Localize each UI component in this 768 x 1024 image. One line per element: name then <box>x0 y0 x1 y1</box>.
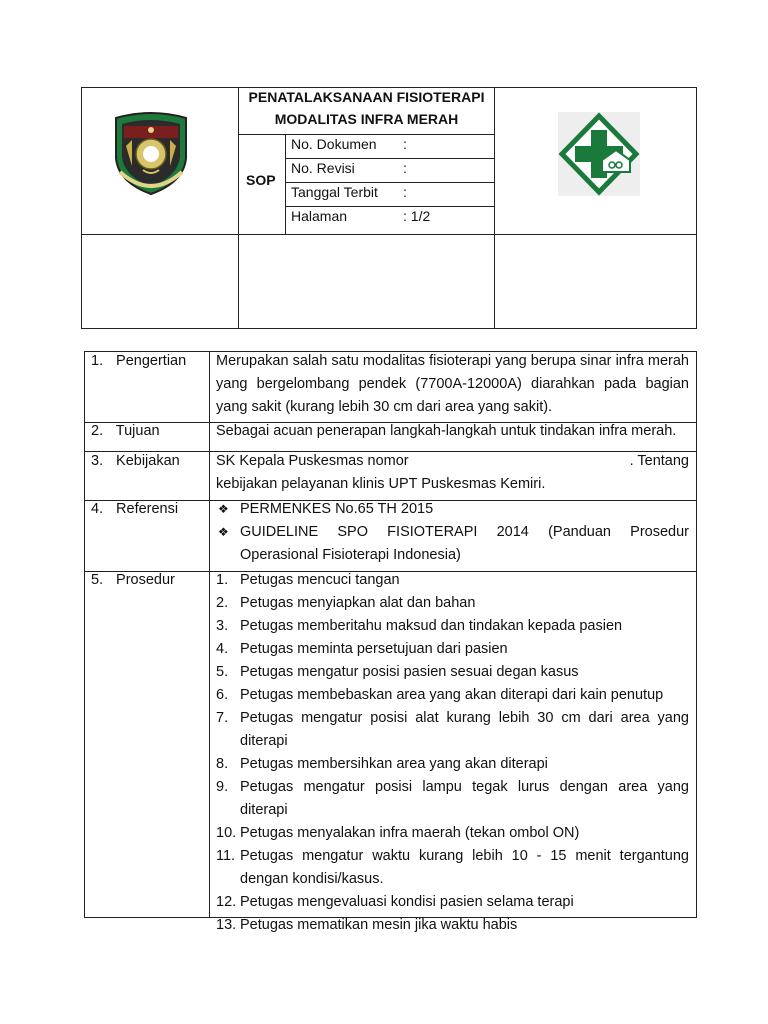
prosedur-step: 8. Petugas membersihkan area yang akan diterapi <box>216 756 548 772</box>
meta-value: : 1/2 <box>403 208 431 224</box>
prosedur-step: 5. Petugas mengatur posisi pasien sesuai degan kasus <box>216 664 579 680</box>
section-label-referensi <box>91 498 178 521</box>
pengertian-text: Merupakan salah satu modalitas fisioterapi yang berupa sinar infra merah yang bergelombang pendek (7700A-12000A) diarahkan pada bagian yang sakit (kurang lebih 30 cm dari area yang sakit). <box>216 353 689 415</box>
referensi-list <box>216 498 689 567</box>
meta-label: No. Revisi <box>291 160 355 176</box>
diamond-bullet-icon: ❖ <box>218 502 229 516</box>
prosedur-step: 12. Petugas mengevaluasi kondisi pasien selama terapi <box>216 894 574 910</box>
diamond-bullet-icon: ❖ <box>218 525 229 539</box>
referensi-item: ❖ GUIDELINE SPO FISIOTERAPI 2014 (Panduan Prosedur Operasional Fisioterapi Indonesia) <box>216 521 689 567</box>
document-title <box>239 86 494 130</box>
referensi-item: ❖ PERMENKES No.65 TH 2015 <box>216 498 689 521</box>
regional-emblem-logo <box>110 110 192 196</box>
meta-label: No. Dokumen <box>291 136 377 152</box>
meta-value: : <box>403 184 407 200</box>
section-title: Kebijakan <box>116 453 180 469</box>
prosedur-step: 1. Petugas mencuci tangan <box>216 572 400 588</box>
prosedur-step: 4. Petugas meminta persetujuan dari pasien <box>216 641 508 657</box>
kebijakan-line1-left: SK Kepala Puskesmas nomor <box>216 453 409 469</box>
prosedur-step: 7. Petugas mengatur posisi alat kurang lebih 30 cm dari area yang diterapi <box>216 710 689 749</box>
prosedur-step: 6. Petugas membebaskan area yang akan diterapi dari kain penutup <box>216 687 664 703</box>
prosedur-step: 2. Petugas menyiapkan alat dan bahan <box>216 595 476 611</box>
meta-label: Halaman <box>291 208 348 224</box>
section-number: 4. <box>91 501 104 517</box>
meta-label: Tanggal Terbit <box>291 184 378 200</box>
section-title: Referensi <box>116 501 179 517</box>
prosedur-step: 13. Petugas mematikan mesin jika waktu habis <box>216 917 518 933</box>
tujuan-text: Sebagai acuan penerapan langkah-langkah untuk tindakan infra merah. <box>216 423 677 439</box>
prosedur-step: 3. Petugas memberitahu maksud dan tindakan kepada pasien <box>216 618 623 634</box>
meta-value: : <box>403 136 407 152</box>
section-label-prosedur <box>91 569 175 592</box>
prosedur-step: 10. Petugas menyalakan infra maerah (tekan ombol ON) <box>216 825 580 841</box>
section-number: 5. <box>91 572 104 588</box>
section-number: 2. <box>91 423 104 439</box>
kebijakan-line2: kebijakan pelayanan klinis UPT Puskesmas Kemiri. <box>216 476 546 492</box>
title-line-2: MODALITAS INFRA MERAH <box>274 111 459 127</box>
meta-value: : <box>403 160 407 176</box>
section-label-tujuan <box>91 420 160 443</box>
prosedur-steps <box>216 569 689 937</box>
kebijakan-line1-right: . Tentang <box>629 453 689 469</box>
prosedur-step: 11. Petugas mengatur waktu kurang lebih 10 - 15 menit tergantung dengan kondisi/kasus. <box>216 848 689 887</box>
sop-label: SOP <box>246 172 276 188</box>
section-label-pengertian <box>91 350 186 373</box>
section-number: 3. <box>91 453 104 469</box>
section-title: Tujuan <box>115 423 160 439</box>
kebijakan-text <box>216 450 689 496</box>
prosedur-step: 9. Petugas mengatur posisi lampu tegak lurus dengan area yang diterapi <box>216 779 689 818</box>
section-title: Prosedur <box>116 572 175 588</box>
title-line-1: PENATALAKSANAAN FISIOTERAPI <box>248 89 485 105</box>
section-label-kebijakan <box>91 450 180 473</box>
section-number: 1. <box>91 353 104 369</box>
section-title: Pengertian <box>116 353 187 369</box>
puskesmas-logo <box>558 112 640 196</box>
